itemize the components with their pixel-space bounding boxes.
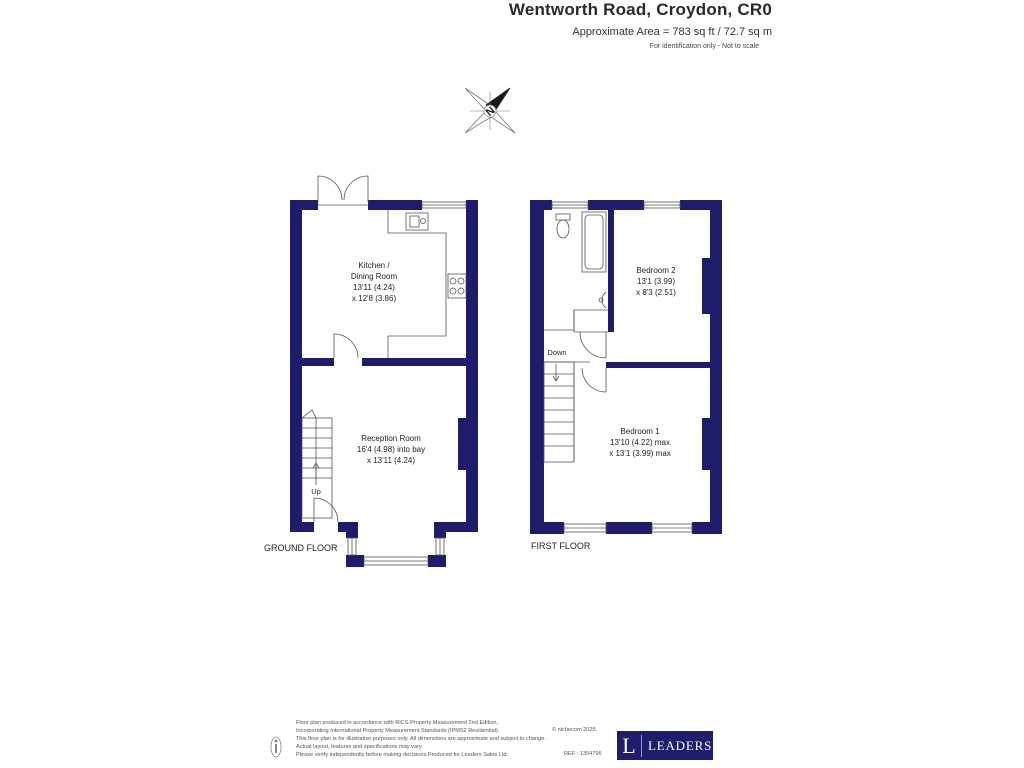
stairs-down-label: Down: [547, 348, 567, 357]
wall: [290, 522, 314, 532]
wall: [346, 532, 358, 538]
reception-name: Reception Room: [361, 434, 421, 443]
bedroom2-name: Bedroom 2: [636, 266, 676, 275]
disclaimer-line: Please verify independently before making decisions.Produced for Leaders Sales Ltd.: [296, 752, 509, 759]
wall: [368, 200, 422, 210]
bedroom1-dimension-1: 13'10 (4.22) max: [610, 438, 670, 447]
disclaimer-line: Actual layout, features and specifications may vary.: [296, 744, 423, 751]
wall: [608, 210, 614, 332]
wall: [680, 200, 722, 210]
ground-floor-labels: [264, 261, 425, 553]
approximate-area: Approximate Area = 783 sq ft / 72.7 sq m: [572, 26, 772, 38]
first-floor-labels: [531, 266, 676, 551]
wall: [428, 555, 446, 567]
copyright-text: © nichecom 2025.: [552, 727, 598, 733]
ground-floor-label: GROUND FLOOR: [264, 543, 338, 553]
kitchen-dimension-1: 13'11 (4.24): [353, 283, 395, 292]
wall: [530, 200, 544, 534]
bedroom2-dimension-1: 13'1 (3.99): [637, 277, 675, 286]
wall: [588, 200, 644, 210]
chimney-breast: [458, 418, 466, 470]
kitchen-name-line1: Kitchen /: [358, 261, 390, 270]
wall: [606, 522, 652, 534]
compass-north-label: N: [483, 104, 498, 119]
identification-note: For identification only - Not to scale: [649, 43, 759, 50]
wall: [362, 358, 466, 366]
stairs-up-label: Up: [311, 487, 321, 496]
page-title: Wentworth Road, Croydon, CR0: [508, 0, 772, 19]
compass-icon: [465, 88, 515, 133]
chimney-breast: [702, 258, 710, 314]
reception-dimension-1: 16'4 (4.98) into bay: [356, 445, 426, 454]
wall: [290, 200, 302, 532]
wall: [290, 200, 318, 210]
first-floor-label: FIRST FLOOR: [531, 541, 591, 551]
wall: [338, 522, 358, 532]
disclaimer-line: This floor plan is for illustrative purposes only. All dimensions are approximate and subject to change.: [296, 736, 546, 743]
accessibility-icon: [270, 736, 282, 758]
disclaimer-text: [296, 719, 546, 759]
disclaimer-line: Floor plan produced in accordance with RICS Property Measurement 2nd Edition,: [296, 720, 499, 726]
leaders-logo: [617, 731, 713, 760]
wall: [692, 522, 722, 534]
reference-number: REF : 1354796: [564, 751, 602, 757]
wall: [466, 200, 478, 210]
wall: [606, 362, 710, 368]
logo-wordmark: LEADERS: [648, 737, 713, 753]
ground-floor-plan: [290, 200, 478, 567]
bedroom2-dimension-2: x 8'3 (2.51): [636, 288, 676, 297]
ground-floor-fixtures: [302, 176, 466, 565]
wall: [434, 522, 478, 532]
wall: [346, 555, 364, 567]
wall: [530, 200, 552, 210]
bedroom1-dimension-2: x 13'1 (3.99) max: [609, 449, 671, 458]
first-floor-plan: [530, 200, 722, 534]
kitchen-dimension-2: x 12'8 (3.86): [351, 294, 397, 303]
chimney-breast: [702, 418, 710, 470]
wall: [710, 200, 722, 534]
wall: [434, 532, 446, 538]
bedroom1-name: Bedroom 1: [620, 427, 660, 436]
logo-mark: L: [617, 735, 642, 757]
wall: [466, 200, 478, 532]
reception-dimension-2: x 13'11 (4.24): [366, 456, 416, 465]
wall: [530, 522, 564, 534]
wall: [302, 358, 334, 366]
kitchen-name-line2: Dining Room: [350, 272, 398, 281]
disclaimer-line: Incorporating International Property Measurement Standards (IPMS2 Residential).: [296, 728, 500, 735]
